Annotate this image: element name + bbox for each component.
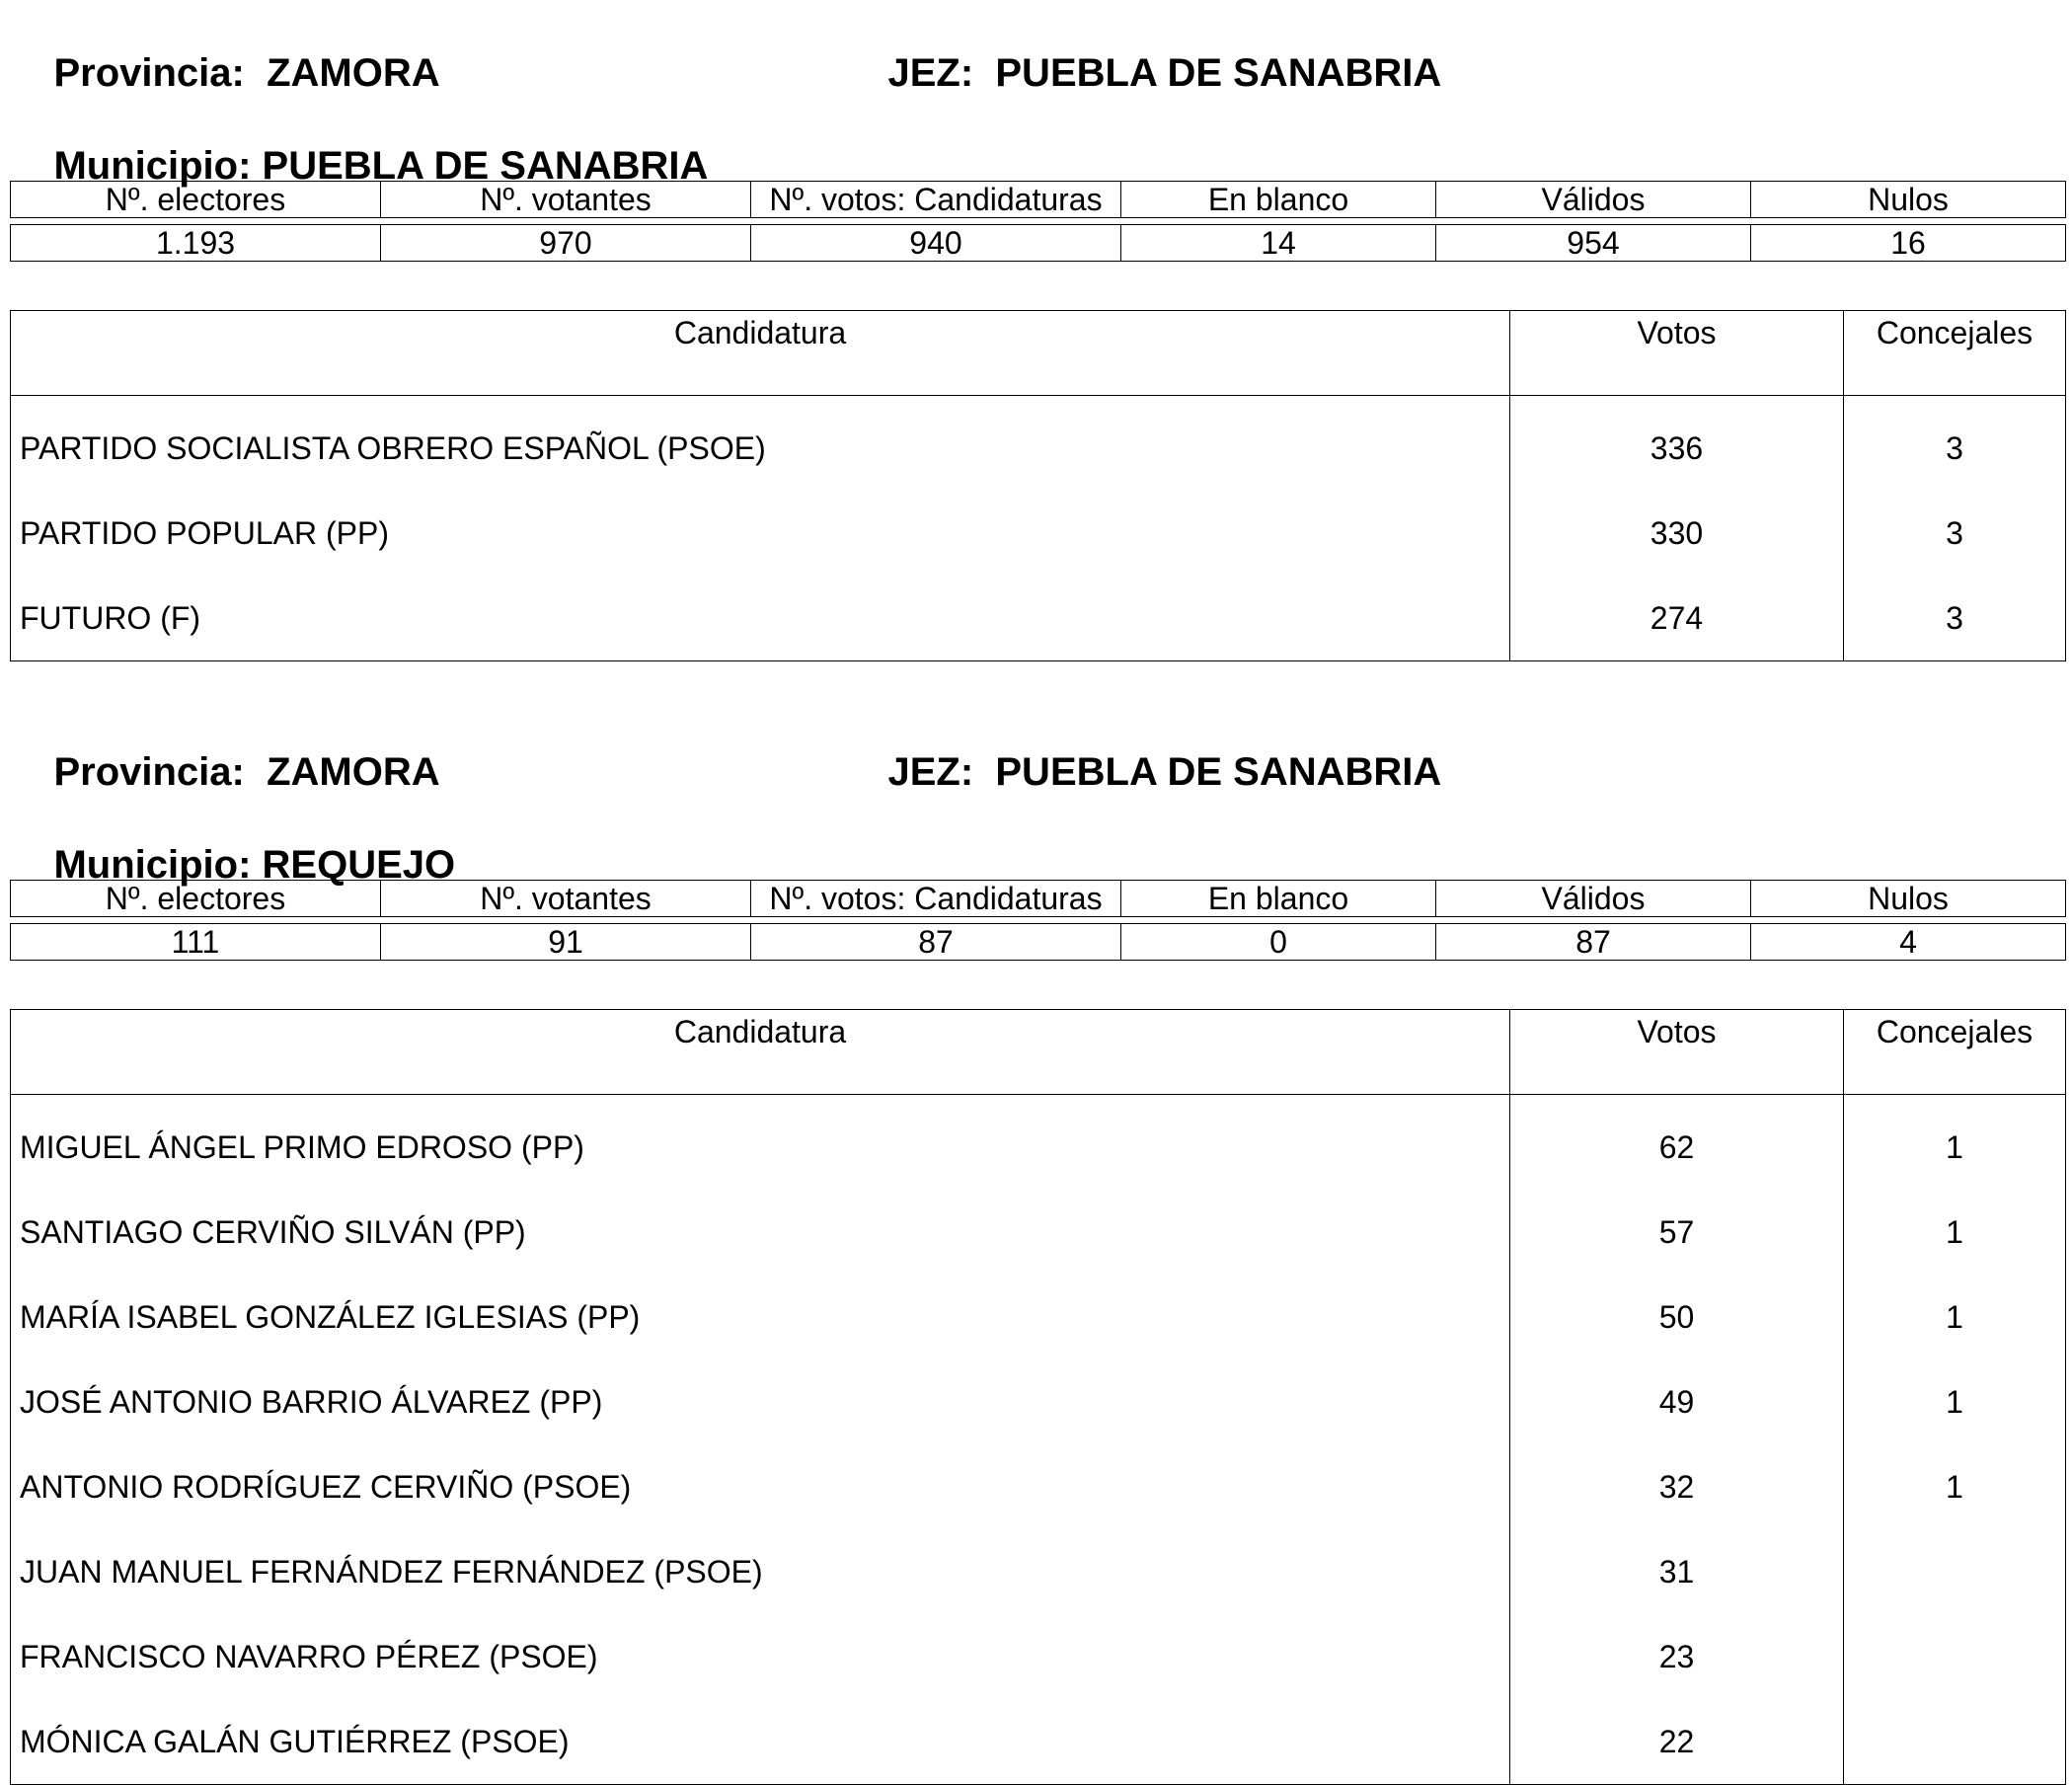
stats-value-cell: 91 — [381, 924, 751, 961]
stats-header-cell: Nº. electores — [11, 182, 381, 218]
candidate-concejales: 1 — [1844, 1444, 2066, 1529]
candidate-concejales: 1 — [1844, 1190, 2066, 1275]
candidate-votos: 336 — [1510, 396, 1844, 492]
stats-value-cell: 1.193 — [11, 225, 381, 262]
stats-header-cell: En blanco — [1121, 881, 1436, 917]
stats-header-cell: Válidos — [1436, 182, 1751, 218]
candidate-name: MARÍA ISABEL GONZÁLEZ IGLESIAS (PP) — [20, 1298, 641, 1335]
stats-header-cell: Válidos — [1436, 881, 1751, 917]
candidate-concejales: 3 — [1844, 491, 2066, 576]
candidatura-header-row — [11, 1010, 2066, 1095]
stats-header-cell: Nº. electores — [11, 881, 381, 917]
candidate-concejales — [1844, 1614, 2066, 1699]
stats-header-cell: Nulos — [1751, 881, 2066, 917]
stats-value-cell: 16 — [1751, 225, 2066, 262]
stats-header-cell: Nº. votos: Candidaturas — [751, 182, 1121, 218]
stats-value-cell: 111 — [11, 924, 381, 961]
jez-header — [844, 2, 1441, 144]
stats-value-cell: 940 — [751, 225, 1121, 262]
provincia-label: Provincia: — [53, 750, 245, 794]
candidatura-header: Candidatura — [11, 311, 1510, 396]
table-row — [11, 1190, 2066, 1275]
jez-label: JEZ: — [887, 750, 974, 794]
stats-value-cell: 970 — [381, 225, 751, 262]
stats-header-table — [10, 880, 2066, 917]
stats-value-table — [10, 923, 2066, 961]
table-row — [11, 396, 2066, 492]
candidate-name: MÓNICA GALÁN GUTIÉRREZ (PSOE) — [20, 1723, 570, 1759]
municipio-value: PUEBLA DE SANABRIA — [262, 144, 709, 188]
candidate-concejales: 3 — [1844, 576, 2066, 661]
jez-header — [844, 701, 1441, 843]
candidate-votos: 274 — [1510, 576, 1844, 661]
candidate-name: JUAN MANUEL FERNÁNDEZ FERNÁNDEZ (PSOE) — [20, 1553, 763, 1590]
jez-value: PUEBLA DE SANABRIA — [995, 51, 1442, 95]
candidate-concejales: 3 — [1844, 396, 2066, 492]
candidatura-header: Candidatura — [11, 1010, 1510, 1095]
stats-value-row — [11, 225, 2066, 262]
stats-header-row — [11, 881, 2066, 917]
candidate-concejales: 1 — [1844, 1359, 2066, 1444]
candidate-name: JOSÉ ANTONIO BARRIO ÁLVAREZ (PP) — [20, 1383, 603, 1420]
municipio-label: Municipio: — [53, 843, 252, 887]
candidate-votos: 31 — [1510, 1529, 1844, 1614]
candidate-concejales: 1 — [1844, 1275, 2066, 1359]
stats-header-cell: Nº. votantes — [381, 182, 751, 218]
candidate-name: FRANCISCO NAVARRO PÉREZ (PSOE) — [20, 1638, 598, 1674]
provincia-label: Provincia: — [53, 51, 245, 95]
table-row — [11, 1275, 2066, 1359]
jez-value: PUEBLA DE SANABRIA — [995, 750, 1442, 794]
candidatura-table — [10, 1009, 2066, 1785]
table-row — [11, 576, 2066, 661]
candidate-votos: 23 — [1510, 1614, 1844, 1699]
candidate-votos: 57 — [1510, 1190, 1844, 1275]
candidate-name: SANTIAGO CERVIÑO SILVÁN (PP) — [20, 1213, 526, 1250]
concejales-header: Concejales — [1844, 1010, 2066, 1095]
table-row — [11, 1699, 2066, 1785]
stats-value-cell: 954 — [1436, 225, 1751, 262]
candidate-concejales: 1 — [1844, 1095, 2066, 1191]
candidate-votos: 62 — [1510, 1095, 1844, 1191]
stats-value-cell: 0 — [1121, 924, 1436, 961]
table-row — [11, 1444, 2066, 1529]
stats-value-row — [11, 924, 2066, 961]
candidatura-header-row — [11, 311, 2066, 396]
table-row — [11, 1614, 2066, 1699]
provincia-value: ZAMORA — [267, 750, 440, 794]
candidate-name: PARTIDO SOCIALISTA OBRERO ESPAÑOL (PSOE) — [20, 429, 766, 466]
table-row — [11, 1095, 2066, 1191]
candidate-name: ANTONIO RODRÍGUEZ CERVIÑO (PSOE) — [20, 1468, 632, 1505]
candidate-votos: 22 — [1510, 1699, 1844, 1785]
stats-value-table — [10, 224, 2066, 262]
candidate-concejales — [1844, 1699, 2066, 1785]
table-row — [11, 1529, 2066, 1614]
candidate-name: PARTIDO POPULAR (PP) — [20, 514, 389, 551]
concejales-header: Concejales — [1844, 311, 2066, 396]
candidate-votos: 32 — [1510, 1444, 1844, 1529]
candidate-concejales — [1844, 1529, 2066, 1614]
candidate-name: FUTURO (F) — [20, 599, 201, 636]
table-row — [11, 491, 2066, 576]
candidate-votos: 330 — [1510, 491, 1844, 576]
provincia-value: ZAMORA — [267, 51, 440, 95]
stats-header-cell: Nulos — [1751, 182, 2066, 218]
table-row — [11, 1359, 2066, 1444]
jez-label: JEZ: — [887, 51, 974, 95]
stats-header-cell: Nº. votos: Candidaturas — [751, 881, 1121, 917]
stats-value-cell: 4 — [1751, 924, 2066, 961]
votos-header: Votos — [1510, 311, 1844, 396]
candidate-votos: 49 — [1510, 1359, 1844, 1444]
votos-header: Votos — [1510, 1010, 1844, 1095]
stats-header-table — [10, 181, 2066, 218]
candidate-votos: 50 — [1510, 1275, 1844, 1359]
candidate-name: MIGUEL ÁNGEL PRIMO EDROSO (PP) — [20, 1128, 584, 1165]
stats-header-cell: Nº. votantes — [381, 881, 751, 917]
stats-header-row — [11, 182, 2066, 218]
municipio-value: REQUEJO — [262, 843, 456, 887]
candidatura-table — [10, 310, 2066, 661]
stats-header-cell: En blanco — [1121, 182, 1436, 218]
stats-value-cell: 87 — [751, 924, 1121, 961]
stats-value-cell: 14 — [1121, 225, 1436, 262]
stats-value-cell: 87 — [1436, 924, 1751, 961]
municipio-label: Municipio: — [53, 144, 252, 188]
